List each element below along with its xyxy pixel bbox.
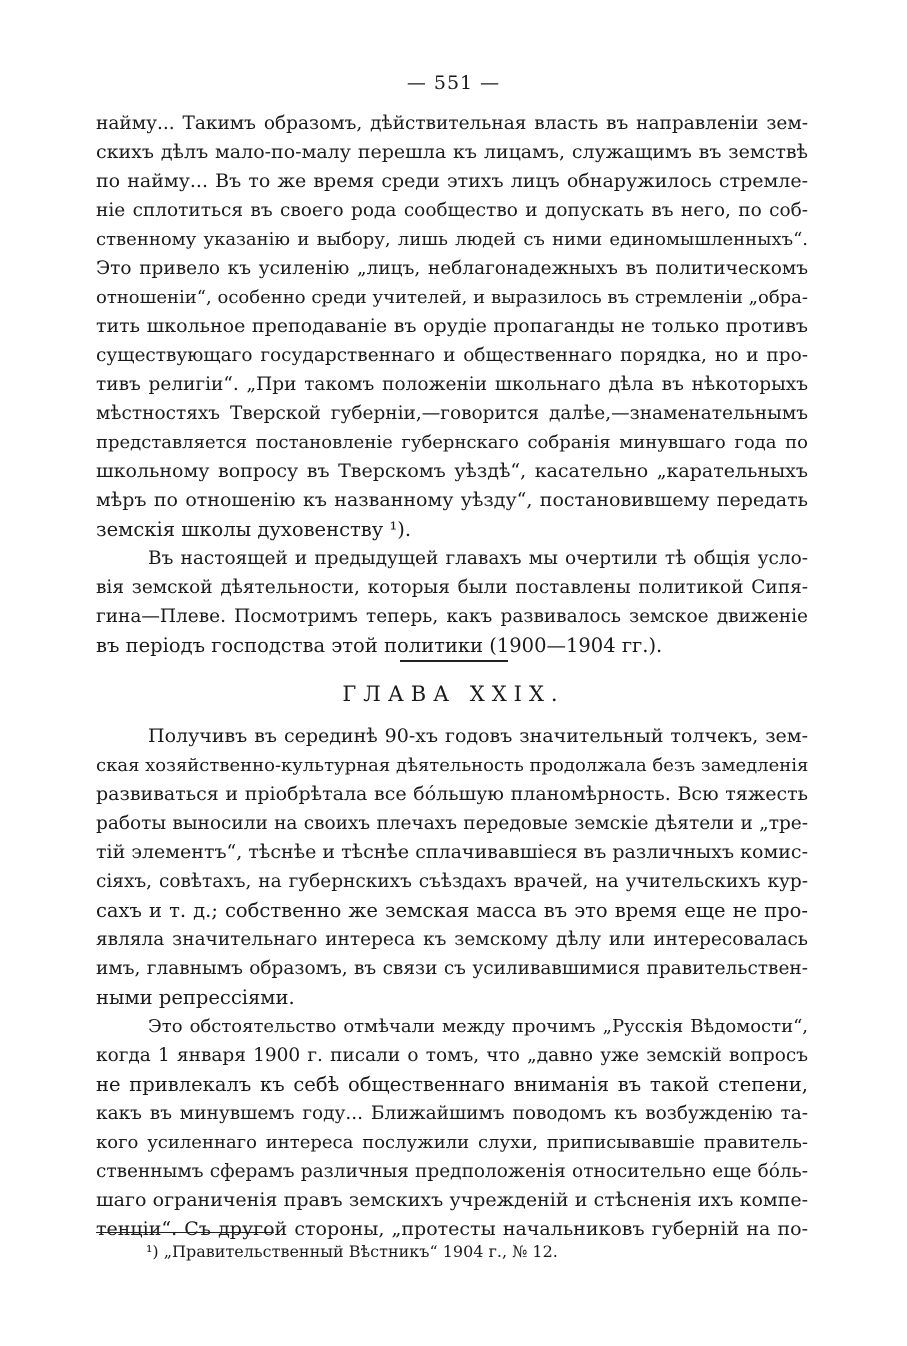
text-line: мѣстностяхъ Тверской губерніи,—говорится далѣе,—знаменательнымъ	[96, 403, 808, 424]
text-line: школьному вопросу въ Тверскомъ уѣздѣ“, касательно „карательныхъ	[96, 460, 808, 482]
text-line: шаго ограниченія правъ земскихъ учрежденій и стѣсненія ихъ компе-	[96, 1189, 808, 1211]
text-line: имъ, главнымъ образомъ, въ связи съ усиливавшимися правительствен-	[96, 958, 808, 979]
text-block-1	[96, 109, 808, 660]
text-line: представляется постановленіе губернскаго собранія минувшаго года по	[96, 432, 808, 453]
text-line: являла значительнаго интереса къ земскому дѣлу или интересовалась	[96, 929, 808, 950]
text-line: не привлекалъ къ себѣ общественнаго вниманія въ такой степени,	[96, 1073, 808, 1096]
text-line: работы выносили на своихъ плечахъ передовые земскіе дѣятели и „тре-	[96, 813, 808, 834]
text-line: ственному указанію и выбору, лишь людей съ ними единомышленныхъ“.	[96, 229, 808, 250]
text-line: сіяхъ, совѣтахъ, на губернскихъ съѣздахъ врачей, на учительскихъ кур-	[96, 871, 808, 892]
text-line: тивъ религіи“. „При такомъ положеніи школьнаго дѣла въ нѣкоторыхъ	[96, 374, 808, 395]
text-line: ская хозяйственно-культурная дѣятельность продолжала безъ замедленія	[96, 755, 809, 776]
text-line: Получивъ въ серединѣ 90-хъ годовъ значительный толчекъ, зем-	[148, 725, 808, 747]
text-line: вія земской дѣятельности, которыя были поставлены политикой Сипя-	[96, 577, 808, 598]
text-line: по найму... Въ то же время среди этихъ лицъ обнаружилось стремле-	[96, 170, 808, 192]
text-line: тенціи“. Съ другой стороны, „протесты начальниковъ губерній на по-	[96, 1218, 808, 1240]
page-number: — 551 —	[406, 72, 501, 94]
footnote: ¹) „Правительственный Вѣстникъ“ 1904 г., № 12.	[146, 1242, 558, 1261]
text-line: Это привело къ усиленію „лицъ, неблагонадежныхъ въ политическомъ	[96, 258, 808, 279]
text-line: Въ настоящей и предыдущей главахъ мы очертили тѣ общія усло-	[148, 548, 808, 569]
section-divider	[400, 660, 508, 662]
text-line: сахъ и т. д.; собственно же земская масса въ это время еще не про-	[96, 899, 808, 922]
text-line: ными репрессіями.	[96, 986, 295, 1009]
text-line: отношеніи“, особенно среди учителей, и выразилось въ стремленіи „обра-	[96, 287, 808, 308]
text-line: развиваться и пріобрѣтала все бóльшую планомѣрность. Всю тяжесть	[96, 783, 808, 805]
text-block-2	[96, 722, 808, 1244]
text-line: тить школьное преподаваніе въ орудіе пропаганды не только противъ	[96, 315, 808, 337]
text-line: земскія школы духовенству ¹).	[96, 518, 412, 541]
text-line: какъ въ минувшемъ году... Ближайшимъ поводомъ къ возбужденію та-	[96, 1103, 808, 1124]
text-line: тій элементъ“, тѣснѣе и тѣснѣе сплачивавшіеся въ различныхъ комис-	[96, 841, 808, 863]
chapter-title: ГЛАВА XXIX.	[342, 682, 565, 706]
text-line: ніе сплотиться въ своего рода сообщество и допускать въ него, по соб-	[96, 200, 808, 221]
footnote-divider	[96, 1232, 274, 1233]
text-line: скихъ дѣлъ мало-по-малу перешла къ лицамъ, служащимъ въ земствѣ	[96, 141, 808, 163]
text-line: мѣръ по отношенію къ названному уѣзду“, постановившему передать	[96, 489, 808, 511]
text-line: въ періодъ господства этой политики (1900—1904 гг.).	[96, 634, 663, 657]
text-line: существующаго государственнаго и общественнаго порядка, но и про-	[96, 345, 808, 366]
text-line: ственнымъ сферамъ различныя предположенія относительно еще бóль-	[96, 1161, 808, 1182]
text-line: найму... Такимъ образомъ, дѣйствительная власть въ направленіи зем-	[96, 113, 808, 134]
text-line: гина—Плеве. Посмотримъ теперь, какъ развивалось земское движеніе	[96, 606, 808, 627]
text-line: Это обстоятельство отмѣчали между прочимъ „Русскія Вѣдомости“,	[148, 1016, 808, 1037]
text-line: когда 1 января 1900 г. писали о томъ, что „давно уже земскій вопросъ	[96, 1045, 808, 1066]
text-line: кого усиленнаго интереса послужили слухи, приписывавшіе правитель-	[96, 1132, 808, 1153]
